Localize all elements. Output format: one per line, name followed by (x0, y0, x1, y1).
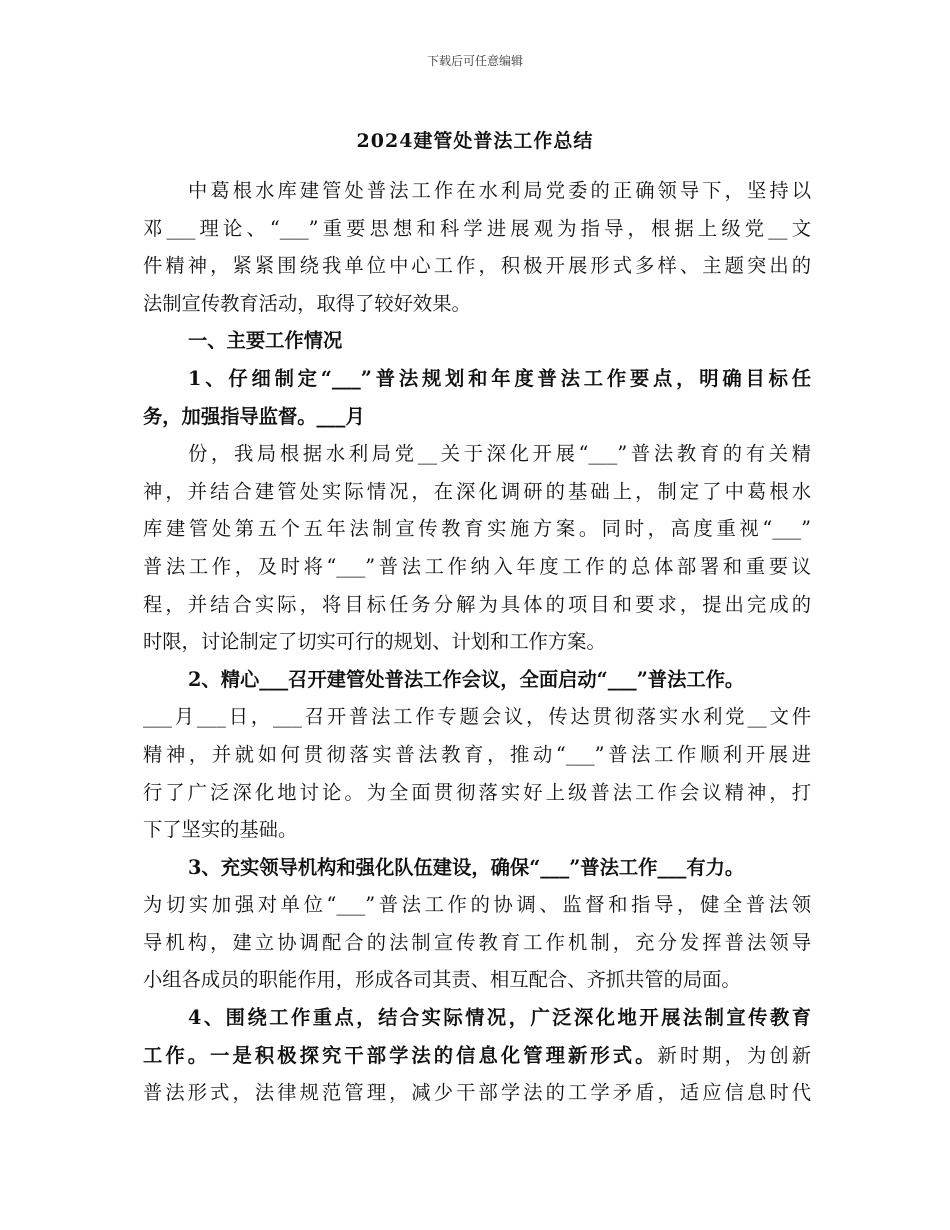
text-line (143, 360, 811, 398)
text-line (143, 510, 811, 548)
document-title: 2024建管处普法工作总结 (356, 130, 594, 152)
text-line (143, 736, 811, 774)
text-line (143, 473, 811, 511)
text-line-content: 2、精心___召开建管处普法工作会议，全面启动“___”普法工作。 (188, 667, 745, 691)
text-line-content: 中葛根水库建管处普法工作在水利局党委的正确领导下，坚持以 (188, 179, 811, 202)
text-line-content: 小组各成员的职能作用，形成各司其责、相互配合、齐抓共管的局面。 (143, 968, 741, 992)
text-line-content: 下了坚实的基础。 (143, 818, 298, 842)
text-line (143, 322, 811, 360)
page-header: 下载后可任意编辑 (426, 54, 523, 68)
text-line (143, 661, 811, 699)
document-body (143, 172, 811, 1112)
text-line-content: 邓___理论、“___”重要思想和科学进展观为指导，根据上级党__文 (143, 216, 811, 240)
text-line (143, 435, 811, 473)
text-line (143, 398, 811, 436)
text-line (143, 548, 811, 586)
text-line (143, 698, 811, 736)
text-line (143, 210, 811, 248)
text-line (143, 1037, 811, 1075)
text-line (143, 285, 811, 323)
text-line-content: 为切实加强对单位“___”普法工作的协调、监督和指导，健全普法领 (143, 893, 811, 917)
text-line (143, 774, 811, 812)
text-line-content: 精神，并就如何贯彻落实普法教育，推动“___”普法工作顺利开展进 (143, 742, 811, 766)
text-line (143, 849, 811, 887)
text-line-content: 导机构，建立协调配合的法制宣传教育工作机制，充分发挥普法领导 (143, 930, 811, 954)
text-line-content: 普法工作，及时将“___”普法工作纳入年度工作的总体部署和重要议 (143, 554, 811, 578)
text-line (143, 924, 811, 962)
text-line-content: 神，并结合建管处实际情况，在深化调研的基础上，制定了中葛根水 (143, 479, 811, 503)
text-line (143, 172, 811, 210)
text-line-content: 法制宣传教育活动，取得了较好效果。 (143, 291, 471, 315)
text-line-tail: 新时期，为创新 (657, 1043, 811, 1067)
text-line (143, 961, 811, 999)
text-line-content: 份，我局根据水利局党__关于深化开展“___”普法教育的有关精 (188, 442, 811, 466)
text-line (143, 1074, 811, 1112)
text-line-content: 普法形式，法律规范管理，减少干部学法的工学矛盾，适应信息时代 (143, 1081, 811, 1105)
text-line (143, 586, 811, 624)
text-line (143, 623, 811, 661)
text-line-content: 件精神，紧紧围绕我单位中心工作，积极开展形式多样、主题突出的 (143, 254, 811, 278)
text-line-content: 务，加强指导监督。___月 (143, 404, 365, 428)
text-line (143, 247, 811, 285)
text-line-content: ___月___日，___召开普法工作专题会议，传达贯彻落实水利党__文件 (143, 705, 811, 729)
text-line (143, 886, 811, 924)
text-line-content: 3、充实领导机构和强化队伍建设，确保“___”普法工作___有力。 (188, 855, 745, 879)
text-line-content: 时限，讨论制定了切实可行的规划、计划和工作方案。 (143, 630, 606, 654)
text-line-content: 一、主要工作情况 (188, 329, 343, 353)
text-line (143, 811, 811, 849)
text-line-content: 1、仔细制定“___”普法规划和年度普法工作要点，明确目标任 (188, 366, 811, 390)
text-line-content: 工作。一是积极探究干部学法的信息化管理新形式。 (143, 1043, 658, 1067)
text-line-content: 行了广泛深化地讨论。为全面贯彻落实好上级普法工作会议精神，打 (143, 780, 811, 804)
text-line-content: 库建管处第五个五年法制宣传教育实施方案。同时，高度重视“___” (143, 517, 811, 541)
text-line (143, 999, 811, 1037)
text-line-content: 程，并结合实际，将目标任务分解为具体的项目和要求，提出完成的 (143, 592, 811, 616)
text-line-content: 4、围绕工作重点，结合实际情况，广泛深化地开展法制宣传教育 (188, 1006, 811, 1030)
